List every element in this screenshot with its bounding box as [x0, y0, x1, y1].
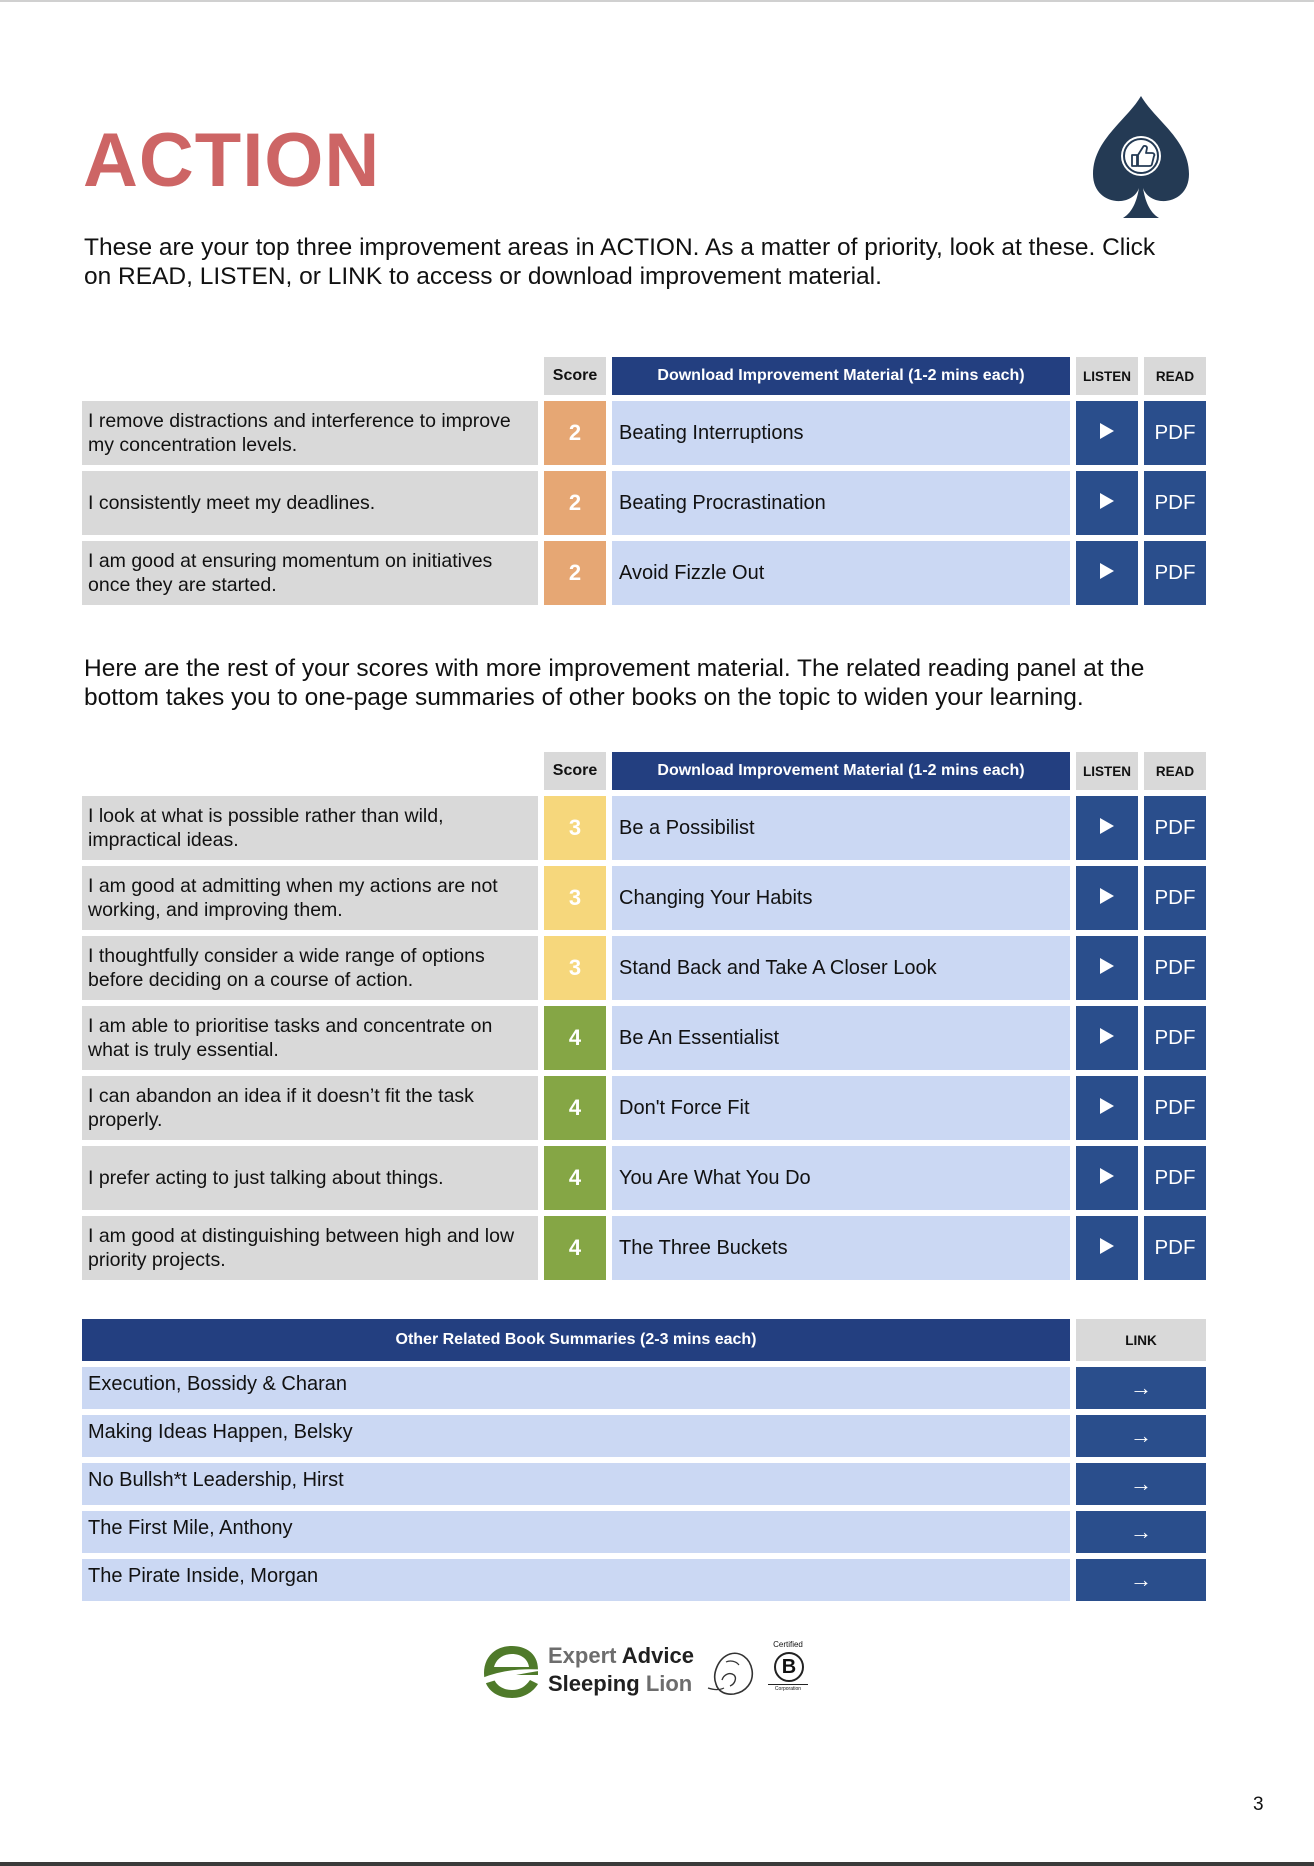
page-number: 3: [1253, 1794, 1264, 1815]
play-icon: [1100, 423, 1114, 439]
statement-text: I am good at ensuring momentum on initiatives once they are started.: [82, 541, 538, 605]
table-row: [82, 1146, 1206, 1210]
table-row: [82, 401, 1206, 465]
table-row: [82, 796, 1206, 860]
book-title: Making Ideas Happen, Belsky: [82, 1415, 1070, 1457]
book-title: No Bullsh*t Leadership, Hirst: [82, 1463, 1070, 1505]
list-item: [82, 1511, 1206, 1553]
bottom-border: [0, 1862, 1314, 1866]
book-title: The Pirate Inside, Morgan: [82, 1559, 1070, 1601]
material-title: Stand Back and Take A Closer Look: [612, 936, 1070, 1000]
logo-line-2: Sleeping Lion: [548, 1671, 693, 1696]
material-title: Don't Force Fit: [612, 1076, 1070, 1140]
book-title: Execution, Bossidy & Charan: [82, 1367, 1070, 1409]
read-pdf-button[interactable]: PDF: [1144, 936, 1206, 1000]
book-title: The First Mile, Anthony: [82, 1511, 1070, 1553]
book-link-button[interactable]: →: [1076, 1559, 1206, 1601]
table-row: [82, 1216, 1206, 1280]
statement-text: I am good at admitting when my actions are not working, and improving them.: [82, 866, 538, 930]
read-pdf-button[interactable]: PDF: [1144, 866, 1206, 930]
play-icon: [1100, 818, 1114, 834]
statement-text: I consistently meet my deadlines.: [82, 471, 538, 535]
list-item: [82, 1367, 1206, 1409]
top-improvement-table: [76, 351, 1212, 611]
book-summaries-table: [76, 1313, 1212, 1607]
page-title: ACTION: [83, 118, 381, 203]
table-row: [82, 936, 1206, 1000]
download-header: Download Improvement Material (1-2 mins each): [612, 752, 1070, 790]
statement-text: I am good at distinguishing between high and low priority projects.: [82, 1216, 538, 1280]
listen-header: LISTEN: [1076, 752, 1138, 790]
material-title: Beating Interruptions: [612, 401, 1070, 465]
table-row: [82, 866, 1206, 930]
score-badge: 2: [544, 541, 606, 605]
book-link-button[interactable]: →: [1076, 1511, 1206, 1553]
book-link-button[interactable]: →: [1076, 1415, 1206, 1457]
logo-line-1: Expert Advice: [548, 1643, 694, 1668]
statement-text: I remove distractions and interference to improve my concentration levels.: [82, 401, 538, 465]
statement-text: I look at what is possible rather than wild, impractical ideas.: [82, 796, 538, 860]
read-pdf-button[interactable]: PDF: [1144, 1006, 1206, 1070]
play-icon: [1100, 563, 1114, 579]
table-row: [82, 1006, 1206, 1070]
listen-header: LISTEN: [1076, 357, 1138, 395]
read-pdf-button[interactable]: PDF: [1144, 1076, 1206, 1140]
read-header: READ: [1144, 357, 1206, 395]
list-item: [82, 1463, 1206, 1505]
statement-text: I thoughtfully consider a wide range of options before deciding on a course of action.: [82, 936, 538, 1000]
listen-button[interactable]: [1076, 541, 1138, 605]
book-link-button[interactable]: →: [1076, 1463, 1206, 1505]
material-title: Avoid Fizzle Out: [612, 541, 1070, 605]
table-header-row: [82, 752, 1206, 790]
list-item: [82, 1415, 1206, 1457]
material-title: Beating Procrastination: [612, 471, 1070, 535]
listen-button[interactable]: [1076, 1146, 1138, 1210]
material-title: Be a Possibilist: [612, 796, 1070, 860]
play-icon: [1100, 1238, 1114, 1254]
book-summaries-header: Other Related Book Summaries (2-3 mins each): [82, 1319, 1070, 1361]
list-item: [82, 1559, 1206, 1601]
read-pdf-button[interactable]: PDF: [1144, 796, 1206, 860]
material-title: Changing Your Habits: [612, 866, 1070, 930]
score-header: Score: [544, 752, 606, 790]
score-badge: 4: [544, 1146, 606, 1210]
score-badge: 3: [544, 866, 606, 930]
read-pdf-button[interactable]: PDF: [1144, 1216, 1206, 1280]
b-corp-certification: Certified B Corporation: [768, 1640, 808, 1702]
listen-button[interactable]: [1076, 866, 1138, 930]
play-icon: [1100, 1028, 1114, 1044]
score-badge: 2: [544, 471, 606, 535]
play-icon: [1100, 888, 1114, 904]
score-badge: 4: [544, 1006, 606, 1070]
listen-button[interactable]: [1076, 471, 1138, 535]
statement-text: I am able to prioritise tasks and concentrate on what is truly essential.: [82, 1006, 538, 1070]
play-icon: [1100, 493, 1114, 509]
statement-text: I prefer acting to just talking about things.: [82, 1146, 538, 1210]
play-icon: [1100, 958, 1114, 974]
material-title: The Three Buckets: [612, 1216, 1070, 1280]
intro-text-rest: Here are the rest of your scores with more improvement material. The related reading panel at the bottom takes you to one-page summaries of other books on the topic to widen your learning.: [84, 655, 1145, 711]
read-header: READ: [1144, 752, 1206, 790]
score-badge: 2: [544, 401, 606, 465]
link-header: LINK: [1076, 1319, 1206, 1361]
listen-button[interactable]: [1076, 1076, 1138, 1140]
read-pdf-button[interactable]: PDF: [1144, 541, 1206, 605]
read-pdf-button[interactable]: PDF: [1144, 401, 1206, 465]
book-link-button[interactable]: →: [1076, 1367, 1206, 1409]
score-badge: 3: [544, 936, 606, 1000]
listen-button[interactable]: [1076, 796, 1138, 860]
download-header: Download Improvement Material (1-2 mins each): [612, 357, 1070, 395]
score-badge: 4: [544, 1076, 606, 1140]
material-title: Be An Essentialist: [612, 1006, 1070, 1070]
score-header: Score: [544, 357, 606, 395]
expert-advice-e-logo-icon: [478, 1640, 546, 1702]
table-header-row: [82, 357, 1206, 395]
listen-button[interactable]: [1076, 1216, 1138, 1280]
footer-logo: [478, 1640, 810, 1706]
table-row: [82, 1076, 1206, 1140]
lion-icon: [706, 1644, 756, 1700]
material-title: You Are What You Do: [612, 1146, 1070, 1210]
play-icon: [1100, 1098, 1114, 1114]
spade-thumbs-up-icon: [1089, 94, 1193, 220]
rest-scores-table: [76, 746, 1212, 1286]
play-icon: [1100, 1168, 1114, 1184]
intro-text-top: These are your top three improvement areas in ACTION. As a matter of priority, look at these. Click on READ, LISTEN, or LINK to access or download improvement material.: [84, 234, 1156, 290]
read-pdf-button[interactable]: PDF: [1144, 471, 1206, 535]
read-pdf-button[interactable]: PDF: [1144, 1146, 1206, 1210]
score-badge: 3: [544, 796, 606, 860]
table-row: [82, 541, 1206, 605]
score-badge: 4: [544, 1216, 606, 1280]
listen-button[interactable]: [1076, 401, 1138, 465]
statement-text: I can abandon an idea if it doesn’t fit the task properly.: [82, 1076, 538, 1140]
table-header-row: [82, 1319, 1206, 1361]
top-border: [0, 0, 1314, 2]
table-row: [82, 471, 1206, 535]
listen-button[interactable]: [1076, 1006, 1138, 1070]
listen-button[interactable]: [1076, 936, 1138, 1000]
